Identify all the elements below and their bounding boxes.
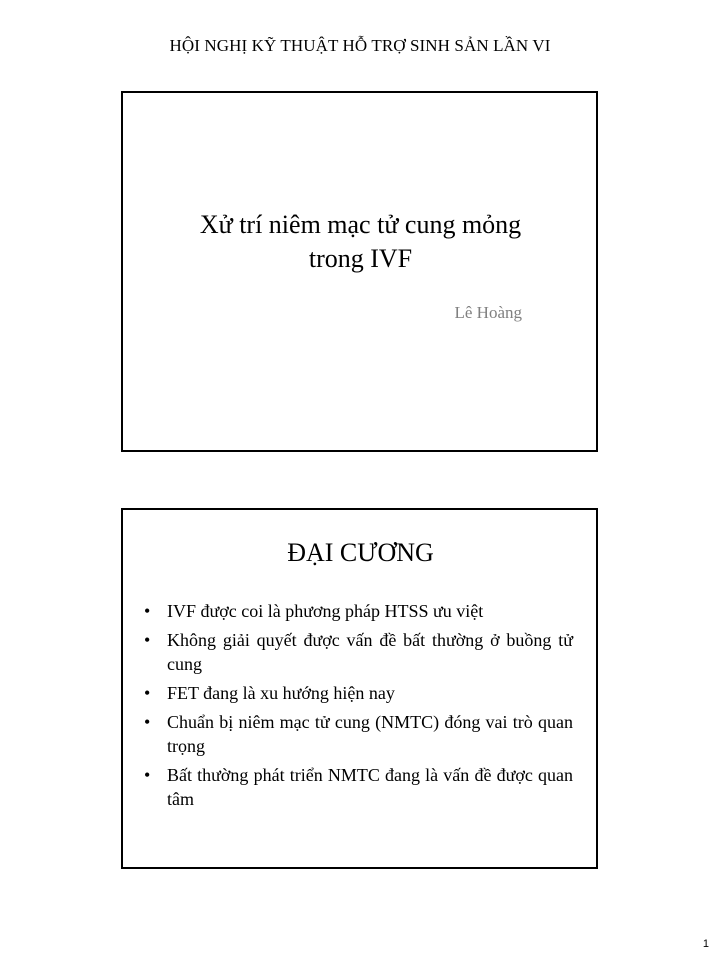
slide-title <box>123 208 598 276</box>
slide-title-line-2: trong IVF <box>308 244 413 273</box>
section-title: ĐẠI CƯƠNG <box>287 538 434 567</box>
page-number: 1 <box>702 938 709 950</box>
slide-author: Lê Hoàng <box>454 303 522 322</box>
bullet-item <box>143 681 573 705</box>
bullet-icon: • <box>144 712 151 732</box>
slide-title-line-1: Xử trí niêm mạc tử cung mỏng <box>199 210 522 239</box>
bullet-text: Chuẩn bị niêm mạc tử cung (NMTC) đóng vai trò quan trọng <box>167 712 573 756</box>
bullet-list <box>143 599 573 816</box>
overview-slide <box>121 508 598 869</box>
bullet-text: Bất thường phát triển NMTC đang là vấn đề được quan tâm <box>167 765 573 809</box>
bullet-icon: • <box>144 683 151 703</box>
bullet-icon: • <box>144 630 151 650</box>
bullet-item <box>143 628 573 676</box>
bullet-item <box>143 763 573 811</box>
bullet-text: IVF được coi là phương pháp HTSS ưu việt <box>167 601 484 621</box>
bullet-icon: • <box>144 765 151 785</box>
bullet-text: Không giải quyết được vấn đề bất thường ở buồng tử cung <box>167 630 573 674</box>
bullet-item <box>143 710 573 758</box>
bullet-text: FET đang là xu hướng hiện nay <box>167 683 395 703</box>
title-slide <box>121 91 598 452</box>
conference-header: HỘI NGHỊ KỸ THUẬT HỖ TRỢ SINH SẢN LẦN VI <box>169 36 551 55</box>
bullet-icon: • <box>144 601 151 621</box>
bullet-item <box>143 599 573 623</box>
